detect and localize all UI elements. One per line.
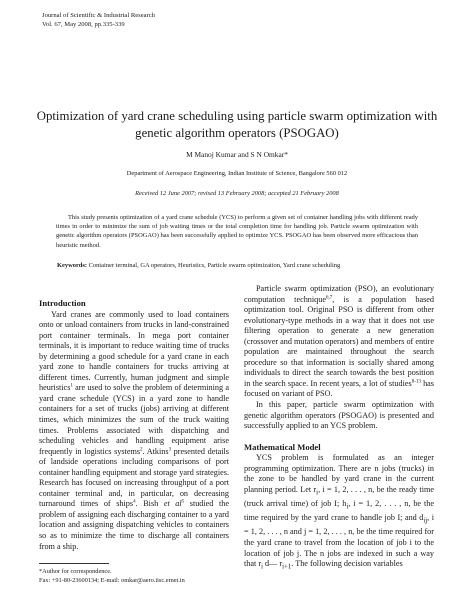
correspondence-note: *Author for correspondence. [39,568,112,575]
keywords [57,262,419,269]
right-column [244,284,434,573]
keywords-text: Container terminal, GA operators, Heuristics, Particle swarm optimization, Yard crane scheduling [87,262,341,269]
paper-title [20,108,454,142]
authors: M Manoj Kumar and S N Omkar* [186,150,288,159]
footnote [39,567,185,585]
title-line-1: Optimization of yard crane scheduling using particle swarm optimization with [36,109,438,123]
psogao-paragraph: In this paper, particle swarm optimization with genetic algorithm operators (PSOGAO) is presented and successfully applied to an YCS problem. [244,400,434,431]
model-paragraph: YCS problem is formulated as an integer programming optimization. There are n jobs (trucks) in the zone to be handled by yard crane in the current planning period. Let $r_i$, i = 1, 2, . . . , n, be the ready time (truck arrival time) of job I; $h_i$, i = 1, 2, . . . , n, be the time required by the yard crane to handle job I; and $d_{ij}$, i = 1, 2, . . . , n and j = 1, 2, . . . , n, be the time required for the yard crane to travel from the location of job i to the location of job j. The n jobs are indexed in such a way that $r_i$ d— $r_{i+1}$. The following decision variables [244,453,435,571]
journal-name: Journal of Scientific & Industrial Research [42,12,155,19]
keywords-label: Keywords: [57,262,88,269]
footnote-divider [39,563,109,564]
affiliation: Department of Aerospace Engineering, Indian Institute of Science, Bangalore 560 012 [126,170,348,177]
title-line-2: genetic algorithm operators (PSOGAO) [135,126,339,140]
model-heading: Mathematical Model [244,441,321,452]
left-column [39,298,229,552]
journal-header [42,11,155,29]
volume-info: Vol. 67, May 2008, pp.335-339 [42,21,125,28]
introduction-heading: Introduction [39,298,86,308]
pso-paragraph: Particle swarm optimization (PSO), an evolutionary computation technique$^{6,7}$, is a population based optimization tool. Original PSO is different from other evolutionary-type methods in a way that it does not use filtering operation to generate a new generation (crossover and mutation operators) and members of entire population are maintained throughout the search procedure so that information is socially shared among individuals to direct the search towards the best position in the search space. In recent years, a lot of studies$^{8-13}$ has focused on variant of PSO. [244,284,434,399]
introduction-paragraph: Yard cranes are commonly used to load containers onto or unload containers from trucks in land-constrained port container terminals. In mega port container terminals, it is important to reduce waiting time of trucks by determining a good schedule for a yard crane in each yard zone to handle containers for trucks arriving at different times. Currently, human judgment and simple heuristics$^1$ are used to solve the problem of determining a yard crane schedule (YCS) in a yard zone to handle containers for a set of trucks (jobs) arriving at different times, which minimizes the sum of the truck waiting times. Problems associated with dispatching and scheduling vehicles and handling equipment arise frequently in logistics systems$^2$. Atkins$^3$ presented details of landside operations including comparisons of port container handling equipment and storage yard strategies. Research has focused on increasing throughput of a port container terminal and, in particular, on decreasing turnaround times of ships$^4$. Bish et $al^5$ studied the problem of assigning each discharging container to a yard location and assigning dispatching vehicles to containers so as to minimize the time to discharge all containers from a ship. [39,309,229,551]
received-dates: Received 12 June 2007; revised 13 February 2008; accepted 21 February 2008 [135,190,339,197]
abstract: This study presents optimization of a yard crane schedule (YCS) to perform a given set of container handling jobs with different ready times in order to minimize the sum of job waiting times or the total completion time for handling job. Particle swarm optimization with genetic algorithm operators (PSOGAO) has been successfully applied to optimize YCS. PSOGAO has been observed more efficacious than heuristic method. [56,214,418,249]
contact-info: Fax: +91-80-23600134; E-mail: omkar@aero.iisc.ernet.in [39,577,185,584]
